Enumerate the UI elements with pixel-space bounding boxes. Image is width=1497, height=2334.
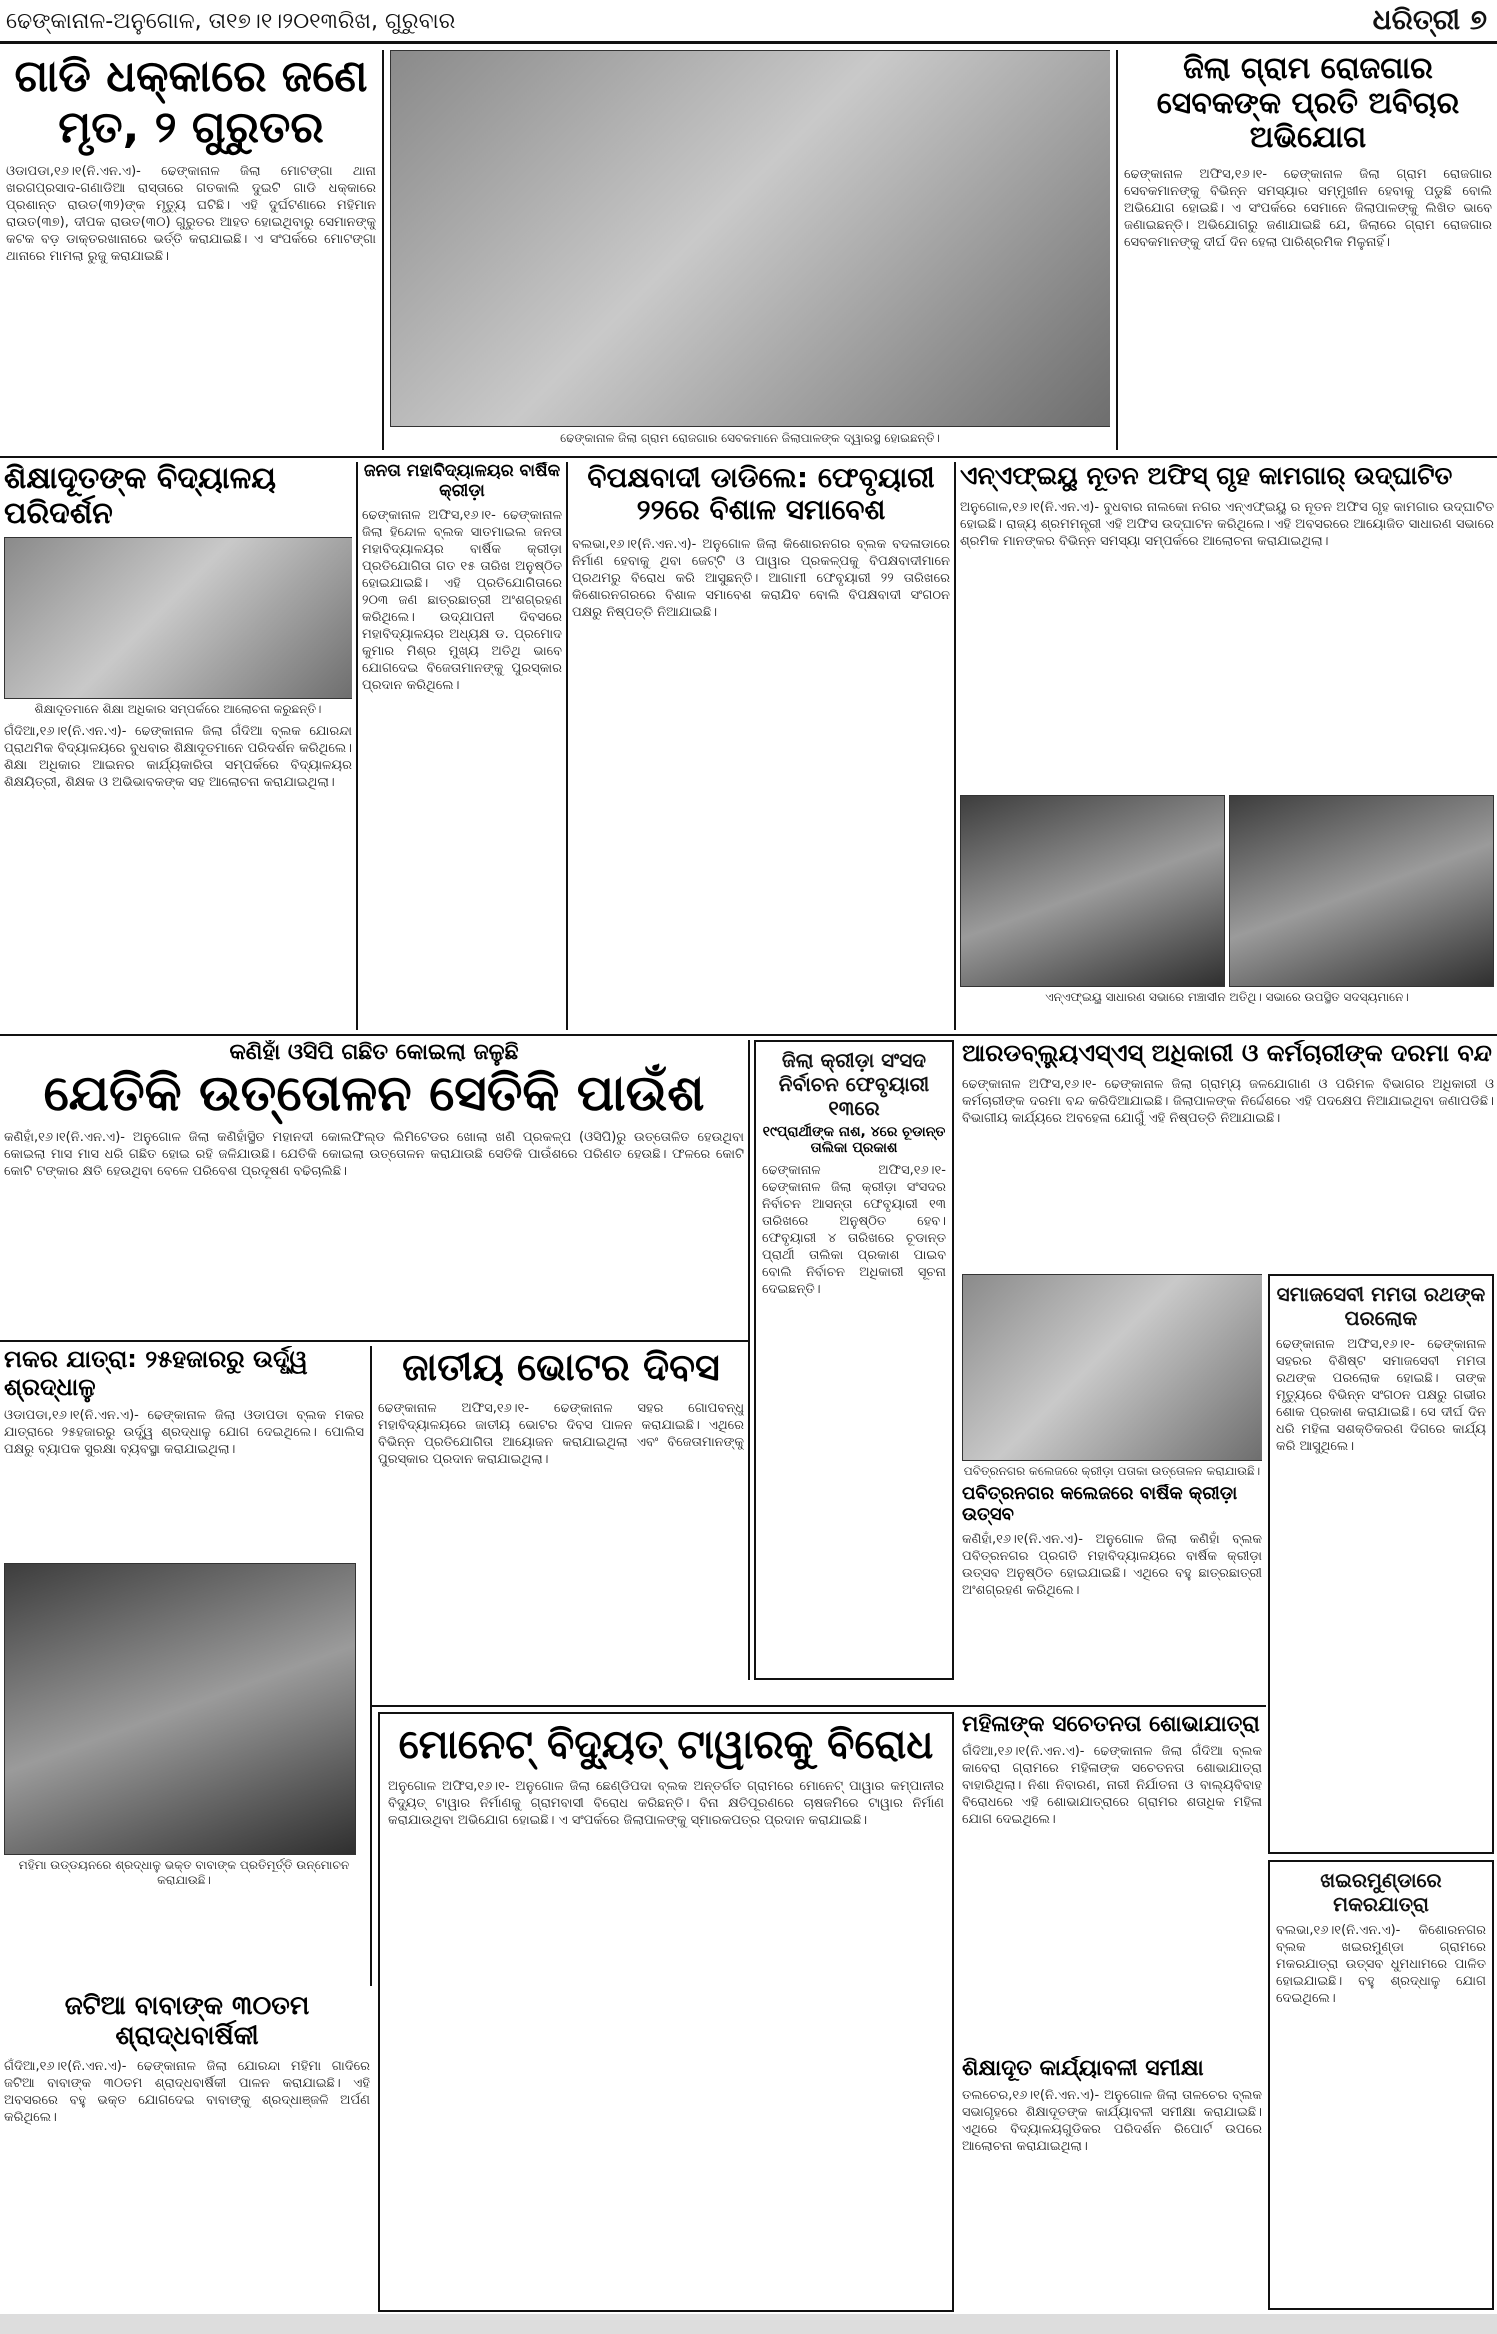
article-body: ଢେଙ୍କାନାଳ ଅଫିସ,୧୬।୧- ଢେଙ୍କାନାଳ ଜିଲା ହିନ୍ଦୋଳ ବ୍ଲକ ସାତମାଇଲ ଜନତା ମହାବିଦ୍ୟାଳୟର ବାର୍ଷିକ କ୍ରୀଡ଼ା ପ୍ରତିଯୋଗିତା ଗତ ୧୫ ତାରିଖ ଅନୁଷ୍ଠିତ ହୋଇଯାଇଛି। ଏହି ପ୍ରତିଯୋଗିତାରେ ୨୦୩ ଜଣ ଛାତ୍ରଛାତ୍ରୀ ଅଂଶଗ୍ରହଣ କରିଥିଲେ। ଉଦ୍ଯାପନୀ ଦିବସରେ ମହାବିଦ୍ୟାଳୟର ଅଧ୍ୟକ୍ଷ ଡ. ପ୍ରମୋଦ କୁମାର ମିଶ୍ର ମୁଖ୍ୟ ଅତିଥି ଭାବେ ଯୋଗଦେଇ ବିଜେତାମାନଙ୍କୁ ପୁରସ୍କାର ପ୍ରଦାନ କରିଥିଲେ। <box>362 508 562 694</box>
article-body: ଢେଙ୍କାନାଳ ଅଫିସ,୧୬।୧- ଢେଙ୍କାନାଳ ଜିଲା କ୍ରୀଡ଼ା ସଂସଦର ନିର୍ବାଚନ ଆସନ୍ତା ଫେବୃୟାରୀ ୧୩ ତାରିଖରେ ଅନୁଷ୍ଠିତ ହେବ। ଫେବୃୟାରୀ ୪ ତାରିଖରେ ଚୂଡାନ୍ତ ପ୍ରାର୍ଥୀ ତାଲିକା ପ୍ରକାଶ ପାଇବ ବୋଲି ନିର୍ବାଚନ ଅଧିକାରୀ ସୂଚନା ଦେଇଛନ୍ତି। <box>762 1163 946 1298</box>
stage-photo <box>960 795 1225 987</box>
article-body: ବଲଭା,୧୬।୧(ନି.ଏନ.ଏ)- ଅନୁଗୋଳ ଜିଲା କିଶୋରନଗର ବ୍ଲକ ବଦଳାଡାରେ ନିର୍ମାଣ ହେବାକୁ ଥିବା ଜେଟ୍ଟି ଓ ପାୱାର ପ୍ରକଳ୍ପକୁ ବିପକ୍ଷବାଦୀମାନେ ପ୍ରଥମରୁ ବିରୋଧ କରି ଆସୁଛନ୍ତି। ଆଗାମୀ ଫେବୃୟାରୀ ୨୨ ତାରିଖରେ କିଶୋରନଗରରେ ବିଶାଳ ସମାବେଶ କରାଯିବ ବୋଲି ବିପକ୍ଷବାଦୀ ସଂଗଠନ ପକ୍ଷରୁ ନିଷ୍ପତ୍ତି ନିଆଯାଇଛି। <box>572 537 950 621</box>
article-opposition-rally <box>572 462 950 1030</box>
flag-hoisting-photo <box>962 1274 1262 1461</box>
headline: ସମାଜସେବୀ ମମତା ରଥଙ୍କ ପରଲୋକ <box>1276 1282 1486 1330</box>
photo-caption: ଏନ୍ଏଫ୍ଇୟୁ ସାଧାରଣ ସଭାରେ ମଞ୍ଚାସୀନ ଅତିଥି। ସଭାରେ ଉପସ୍ଥିତ ସଦସ୍ୟମାନେ। <box>1045 989 1409 1004</box>
photo-caption: ପବିତ୍ରନଗର କଲେଜରେ କ୍ରୀଡ଼ା ପତାକା ଉତ୍ତୋଳନ କରାଯାଉଛି। <box>963 1464 1261 1478</box>
article-body: ଗଁଦିଆ,୧୬।୧(ନି.ଏନ.ଏ)- ଢେଙ୍କାନାଳ ଜିଲା ଗଁଦିଆ ବ୍ଲକ କାବେରା ଗ୍ରାମରେ ମହିଳାଙ୍କ ସଚେତନତା ଶୋଭାଯାତ୍ରା ବାହାରିଥିଲା। ନିଶା ନିବାରଣ, ନାରୀ ନିର୍ଯାତନା ଓ ବାଲ୍ୟବିବାହ ବିରୋଧରେ ଏହି ଶୋଭାଯାତ୍ରାରେ ଗ୍ରାମର ଶତାଧିକ ମହିଳା ଯୋଗ ଦେଇଥିଲେ। <box>962 1744 1262 1828</box>
article-body: ଢେଙ୍କାନାଳ ଅଫିସ,୧୬।୧- ଢେଙ୍କାନାଳ ସହର ଗୋପବନ୍ଧୁ ମହାବିଦ୍ୟାଳୟରେ ଜାତୀୟ ଭୋଟର ଦିବସ ପାଳନ କରାଯାଇଛି। ଏଥିରେ ବିଭିନ୍ନ ପ୍ରତିଯୋଗିତା ଆୟୋଜନ କରାଯାଇଥିଲା ଏବଂ ବିଜେତାମାନଙ୍କୁ ପୁରସ୍କାର ପ୍ରଦାନ କରାଯାଇଥିଲା। <box>378 1400 744 1467</box>
article-body: ଅନୁଗୋଳ ଅଫିସ,୧୬।୧- ଅନୁଗୋଳ ଜିଲା ଛେଣ୍ଡିପଦା ବ୍ଲକ ଅନ୍ତର୍ଗତ ଗ୍ରାମରେ ମୋନେଟ୍ ପାୱାର କମ୍ପାନୀର ବିଦ୍ୟୁତ୍ ଟାୱାର ନିର୍ମାଣକୁ ଗ୍ରାମବାସୀ ବିରୋଧ କରିଛନ୍ତି। ବିନା କ୍ଷତିପୂରଣରେ ଚାଷଜମିରେ ଟାୱାର ନିର୍ମାଣ କରାଯାଉଥିବା ଅଭିଯୋଗ ହୋଇଛି। ଏ ସଂପର୍କରେ ଜିଲାପାଳଙ୍କୁ ସ୍ମାରକପତ୍ର ପ୍ରଦାନ କରାଯାଇଛି। <box>388 1779 944 1828</box>
article-photo-group <box>390 50 1110 450</box>
column-rule <box>954 462 956 1030</box>
article-sports-council-election <box>754 1040 954 1680</box>
article-body: ଢେଙ୍କାନାଳ ଅଫିସ,୧୬।୧- ଢେଙ୍କାନାଳ ସହରର ବିଶିଷ୍ଟ ସମାଜସେବୀ ମମତା ରଥଙ୍କ ପରଲୋକ ହୋଇଛି। ତାଙ୍କ ମୃତ୍ୟୁରେ ବିଭିନ୍ନ ସଂଗଠନ ପକ୍ଷରୁ ଗଭୀର ଶୋକ ପ୍ରକାଶ କରାଯାଇଛି। ସେ ଦୀର୍ଘ ଦିନ ଧରି ମହିଳା ସଶକ୍ତିକରଣ ଦିଗରେ କାର୍ଯ୍ୟ କରି ଆସୁଥିଲେ। <box>1276 1337 1486 1454</box>
article-body: ଗଁଦିଆ,୧୬।୧(ନି.ଏନ.ଏ)- ଢେଙ୍କାନାଳ ଜିଲା ଯୋରନ୍ଦା ମହିମା ଗାଦିରେ ଜଟିଆ ବାବାଙ୍କ ୩୦ତମ ଶ୍ରାଦ୍ଧବାର୍ଷିକୀ ପାଳନ କରାଯାଇଛି। ଏହି ଅବସରରେ ବହୁ ଭକ୍ତ ଯୋଗଦେଇ ବାବାଙ୍କୁ ଶ୍ରଦ୍ଧାଞ୍ଜଳି ଅର୍ପଣ କରିଥିଲେ। <box>4 2058 370 2125</box>
row-rule <box>0 1340 748 1342</box>
headline: ଯେତିକି ଉତ୍ତୋଳନ ସେତିକି ପାଉଁଶ <box>43 1064 705 1123</box>
masthead <box>0 0 1497 44</box>
article-body: କଣିହାଁ,୧୬।୧(ନି.ଏନ.ଏ)- ଅନୁଗୋଳ ଜିଲା କଣିହାଁସ୍ଥିତ ମହାନଦୀ କୋଲଫିଲ୍ଡ ଲିମିଟେଡର ଖୋଲା ଖଣି ପ୍ରକଳ୍ପ (ଓସିପି)ରୁ ଉତ୍ତୋଳିତ ହେଉଥିବା କୋଇଲା ମାସ ମାସ ଧରି ଗଛିତ ହୋଇ ରହି ଜଳିଯାଉଛି। ଯେତିକି କୋଇଲା ଉତ୍ତୋଳନ କରାଯାଉଛି ସେତିକି ପାଉଁଶରେ ପରିଣତ ହେଉଛି। ଫଳରେ କୋଟି କୋଟି ଟଙ୍କାର କ୍ଷତି ହେଉଥିବା ବେଳେ ପରିବେଶ ପ୍ରଦୂଷଣ ବଢିଚାଲିଛି। <box>4 1129 744 1179</box>
article-body: ବଲଭା,୧୬।୧(ନି.ଏନ.ଏ)- କିଶୋରନଗର ବ୍ଲକ ଖଇରମୁଣ୍ଡା ଗ୍ରାମରେ ମକରଯାତ୍ରା ଉତ୍ସବ ଧୁମଧାମରେ ପାଳିତ ହୋଇଯାଇଛି। ବହୁ ଶ୍ରଦ୍ଧାଳୁ ଯୋଗ ଦେଇଥିଲେ। <box>1276 1923 1486 2006</box>
article-body: ଢେଙ୍କାନାଳ ଅଫିସ,୧୬।୧- ଢେଙ୍କାନାଳ ଜିଲା ଗ୍ରାମ ରୋଜଗାର ସେବକମାନଙ୍କୁ ବିଭିନ୍ନ ସମସ୍ୟାର ସମ୍ମୁଖୀନ ହେବାକୁ ପଡୁଛି ବୋଲି ଅଭିଯୋଗ ହୋଇଛି। ଏ ସଂପର୍କରେ ସେମାନେ ଜିଲାପାଳଙ୍କୁ ଲିଖିତ ଭାବେ ଜଣାଇଛନ୍ତି। ଅଭିଯୋଗରୁ ଜଣାଯାଇଛି ଯେ, ଜିଲାରେ ଗ୍ରାମ ରୋଜଗାର ସେବକମାନଙ୍କୁ ଦୀର୍ଘ ଦିନ ହେଲା ପାରିଶ୍ରମିକ ମିଳୁନାହିଁ। <box>1124 166 1492 250</box>
row-rule <box>0 456 1497 458</box>
article-pabitranagar-body <box>962 1484 1262 1694</box>
article-body: ତଲଚେର,୧୬।୧(ନି.ଏନ.ଏ)- ଅନୁଗୋଳ ଜିଲା ତାଳଚେର ବ୍ଲକ ସଭାଗୃହରେ ଶିକ୍ଷାଦୂତଙ୍କ କାର୍ଯ୍ୟାବଳୀ ସମୀକ୍ଷା କରାଯାଇଛି। ଏଥିରେ ବିଦ୍ୟାଳୟଗୁଡିକର ପରିଦର୍ଶନ ରିପୋର୍ଟ ଉପରେ ଆଲୋଚନା କରାଯାଇଥିଲା। <box>962 2088 1262 2155</box>
headline: ମୋନେଟ୍ ବିଦ୍ୟୁତ୍ ଟାୱାରକୁ ବିରୋଧ <box>398 1722 934 1768</box>
photo-caption: ଶିକ୍ଷାଦୂତମାନେ ଶିକ୍ଷା ଅଧିକାର ସମ୍ପର୍କରେ ଆଲୋଚନା କରୁଛନ୍ତି। <box>34 702 322 716</box>
headline: ଜନତା ମହାବିଦ୍ୟାଳୟର ବାର୍ଷିକ କ୍ରୀଡ଼ା <box>363 462 561 501</box>
article-makar-yatra <box>4 1346 364 1986</box>
headline: ଆରଡବ୍ଲ୍ୟୁଏସ୍ଏସ୍ ଅଧିକାରୀ ଓ କର୍ମଚାରୀଙ୍କ ଦରମା ବନ୍ଦ <box>962 1040 1492 1067</box>
article-body: ଗଁଦିଆ,୧୬।୧(ନି.ଏନ.ଏ)- ଢେଙ୍କାନାଳ ଜିଲା ଗଁଦିଆ ବ୍ଲକ ଯୋରନ୍ଦା ପ୍ରାଥମିକ ବିଦ୍ୟାଳୟରେ ବୁଧବାର ଶିକ୍ଷାଦୂତମାନେ ପରିଦର୍ଶନ କରିଥିଲେ। ଶିକ୍ଷା ଅଧିକାର ଆଇନର କାର୍ଯ୍ୟକାରିତା ସମ୍ପର୍କରେ ବିଦ୍ୟାଳୟର ଶିକ୍ଷୟିତ୍ରୀ, ଶିକ୍ଷକ ଓ ଅଭିଭାବକଙ୍କ ସହ ଆଲୋଚନା କରାଯାଇଥିଲା। <box>4 724 352 790</box>
meeting-photo <box>4 537 352 699</box>
group-photo <box>390 50 1110 427</box>
article-body: ଓଡାପଡା,୧୬।୧(ନି.ଏନ.ଏ)- ଢେଙ୍କାନାଳ ଜିଲା ଓଡାପଡା ବ୍ଲକ ମକର ଯାତ୍ରାରେ ୨୫ହଜାରରୁ ଉର୍ଦ୍ଧ୍ୱ ଶ୍ରଦ୍ଧାଳୁ ଯୋଗ ଦେଇଥିଲେ। ପୋଲିସ ପକ୍ଷରୁ ବ୍ୟାପକ ସୁରକ୍ଷା ବ୍ୟବସ୍ଥା କରାଯାଇଥିଲା। <box>4 1408 364 1458</box>
page-footer-bar <box>0 2314 1497 2334</box>
headline: ମକର ଯାତ୍ରା: ୨୫ହଜାରରୁ ଉର୍ଦ୍ଧ୍ୱ ଶ୍ରଦ୍ଧାଳୁ <box>4 1346 308 1401</box>
article-mamata-ratha-obituary <box>1268 1274 1494 1854</box>
headline: ଜିଲା ଗ୍ରାମ ରୋଜଗାର ସେବକଙ୍କ ପ୍ରତି ଅବିଚାର ଅଭିଯୋଗ <box>1156 52 1460 155</box>
column-rule <box>566 462 568 1030</box>
article-body: ଢେଙ୍କାନାଳ ଅଫିସ,୧୬।୧- ଢେଙ୍କାନାଳ ଜିଲା ଗ୍ରାମ୍ୟ ଜଳଯୋଗାଣ ଓ ପରିମଳ ବିଭାଗର ଅଧିକାରୀ ଓ କର୍ମଚାରୀଙ୍କ ଦରମା ବନ୍ଦ କରିଦିଆଯାଇଛି। ଜିଲାପାଳଙ୍କ ନିର୍ଦ୍ଦେଶରେ ଏହି ପଦକ୍ଷେପ ନିଆଯାଇଥିବା ଜଣାପଡିଛି। ବିଭାଗୀୟ କାର୍ଯ୍ୟରେ ଅବହେଳା ଯୋଗୁଁ ଏହି ନିଷ୍ପତ୍ତି ନିଆଯାଇଛି। <box>962 1076 1494 1126</box>
article-monnet-tower-protest <box>378 1712 954 2312</box>
headline: ପବିତ୍ରନଗର କଲେଜରେ ବାର୍ଷିକ କ୍ରୀଡ଼ା ଉତ୍ସବ <box>962 1484 1238 1525</box>
headline: ଗାଡି ଧକ୍କାରେ ଜଣେ ମୃତ, ୨ ଗୁରୁତର <box>14 52 368 153</box>
row-rule <box>0 1034 1497 1036</box>
article-rojgar-sevak <box>1124 52 1492 452</box>
article-college-sports <box>362 462 562 1030</box>
headline: ଶିକ୍ଷାଦୂତ କାର୍ଯ୍ୟାବଳୀ ସମୀକ୍ଷା <box>962 2056 1204 2081</box>
subhead: ୧୯ପ୍ରାର୍ଥୀଙ୍କ ନାଶ, ୪ରେ ଚୂଡାନ୍ତ ତାଲିକା ପ୍ରକାଶ <box>762 1124 946 1157</box>
headline: ଶିକ୍ଷାଦୂତଙ୍କ ବିଦ୍ୟାଳୟ ପରିଦର୍ଶନ <box>4 462 276 531</box>
column-rule <box>356 462 358 1030</box>
headline: ମହିଳାଙ୍କ ସଚେତନତା ଶୋଭାଯାତ୍ରା <box>962 1712 1260 1737</box>
headline: ଜିଲା କ୍ରୀଡ଼ା ସଂସଦ ନିର୍ବାଚନ ଫେବୃୟାରୀ ୧୩ରେ <box>778 1048 930 1120</box>
audience-photo <box>1229 795 1494 987</box>
masthead-page-label: ଧରିତ୍ରୀ ୭ <box>1372 3 1487 36</box>
row-rule <box>370 1705 1266 1707</box>
column-rule <box>382 50 384 450</box>
article-nfeu-office <box>960 462 1494 1030</box>
article-rwss-salary <box>962 1040 1494 1270</box>
article-accident <box>6 52 376 452</box>
headline: ବିପକ୍ଷବାଦୀ ଡାଡିଲେ: ଫେବୃୟାରୀ ୨୨ରେ ବିଶାଳ ସମାବେଶ <box>587 462 935 527</box>
article-body: ଓଡାପଡା,୧୬।୧(ନି.ଏନ.ଏ)- ଢେଙ୍କାନାଳ ଜିଲା ମୋଟଙ୍ଗା ଥାନା ଖରଗପ୍ରସାଦ-ଗଣାଡିଆ ରାସ୍ତାରେ ଗତକାଲି ଦୁଇଟି ଗାଡି ଧକ୍କାରେ ପ୍ରଶାନ୍ତ ରାଉତ(୩୨)ଙ୍କ ମୃତ୍ୟୁ ଘଟିଛି। ଏହି ଦୁର୍ଘଟଣାରେ ମହିମାନ ରାଉତ(୩୭), ଦୀପକ ରାଉତ(୩୦) ଗୁରୁତର ଆହତ ହୋଇଥିବାରୁ ସେମାନଙ୍କୁ କଟକ ବଡ଼ ଡାକ୍ତରଖାନାରେ ଭର୍ତ୍ତି କରାଯାଇଛି। ଏ ସଂପର୍କରେ ମୋଟଙ୍ଗା ଥାନାରେ ମାମଲା ରୁଜୁ କରାଯାଇଛି। <box>6 164 376 265</box>
article-khairmunda-makar <box>1268 1860 1494 2310</box>
headline: ଏନ୍ଏଫ୍ଇୟୁ ନୂତନ ଅଫିସ୍ ଗୃହ କାମଗାର୍ ଉଦ୍‌ଘାଟିତ <box>960 462 1453 490</box>
headline: ଜଟିଆ ବାବାଙ୍କ ୩୦ତମ ଶ୍ରାଦ୍ଧବାର୍ଷିକୀ <box>64 1992 310 2051</box>
column-rule <box>370 1346 372 1986</box>
masthead-dateline: ଢେଙ୍କାନାଳ-ଅନୁଗୋଳ, ତା୧୭।୧।୨୦୧୩ରିଖ, ଗୁରୁବାର <box>6 9 456 34</box>
photo-row <box>960 795 1494 987</box>
article-women-awareness <box>962 1712 1262 2052</box>
column-rule <box>1116 50 1118 450</box>
photo-caption: ମହିମା ଉଡ୍ଡୟନରେ ଶ୍ରଦ୍ଧାଳୁ ଭକ୍ତ ବାବାଙ୍କ ପ୍ରତିମୂର୍ତ୍ତି ଉନ୍ମୋଚନ କରାଯାଉଛି। <box>18 1858 350 1888</box>
column-rule <box>748 1040 750 1680</box>
article-body: କଣିହାଁ,୧୬।୧(ନି.ଏନ.ଏ)- ଅନୁଗୋଳ ଜିଲା କଣିହାଁ ବ୍ଲକ ପବିତ୍ରନଗର ପ୍ରଗତି ମହାବିଦ୍ୟାଳୟରେ ବାର୍ଷିକ କ୍ରୀଡ଼ା ଉତ୍ସବ ଅନୁଷ୍ଠିତ ହୋଇଯାଇଛି। ଏଥିରେ ବହୁ ଛାତ୍ରଛାତ୍ରୀ ଅଂଶଗ୍ରହଣ କରିଥିଲେ। <box>962 1532 1262 1599</box>
article-coal-ash <box>4 1040 744 1335</box>
article-shikshaduta-review <box>962 2056 1262 2311</box>
article-jatia-baba <box>4 1992 370 2310</box>
statue-photo <box>4 1563 356 1855</box>
kicker: କଣିହାଁ ଓସିପି ଗଛିତ କୋଇଲା ଜଳୁଛି <box>229 1040 519 1065</box>
headline: ଜାତୀୟ ଭୋଟର ଦିବସ <box>402 1346 720 1389</box>
headline: ଖଇରମୁଣ୍ଡାରେ ମକରଯାତ୍ରା <box>1320 1868 1442 1916</box>
article-shikshaduta-visit <box>4 462 352 1030</box>
article-body: ଅନୁଗୋଳ,୧୬।୧(ନି.ଏନ.ଏ)- ବୁଧବାର ନାଲକୋ ନଗର ଏନ୍ଏଫ୍ଇୟୁ ର ନୂତନ ଅଫିସ ଗୃହ କାମଗାର ଉଦ୍‌ଘାଟିତ ହୋଇଛି। ରାଜ୍ୟ ଶ୍ରମମନ୍ତ୍ରୀ ଏହି ଅଫିସ ଉଦ୍‌ଘାଟନ କରିଥିଲେ। ଏହି ଅବସରରେ ଆୟୋଜିତ ସାଧାରଣ ସଭାରେ ଶ୍ରମିକ ମାନଙ୍କର ବିଭିନ୍ନ ସମସ୍ୟା ସମ୍ପର୍କରେ ଆଲୋଚନା କରାଯାଇଥିଲା। <box>960 499 1494 549</box>
photo-caption: ଢେଙ୍କାନାଳ ଜିଲା ଗ୍ରାମ ରୋଜଗାର ସେବକମାନେ ଜିଲାପାଳଙ୍କ ଦ୍ୱାରସ୍ଥ ହୋଇଛନ୍ତି। <box>560 431 940 445</box>
